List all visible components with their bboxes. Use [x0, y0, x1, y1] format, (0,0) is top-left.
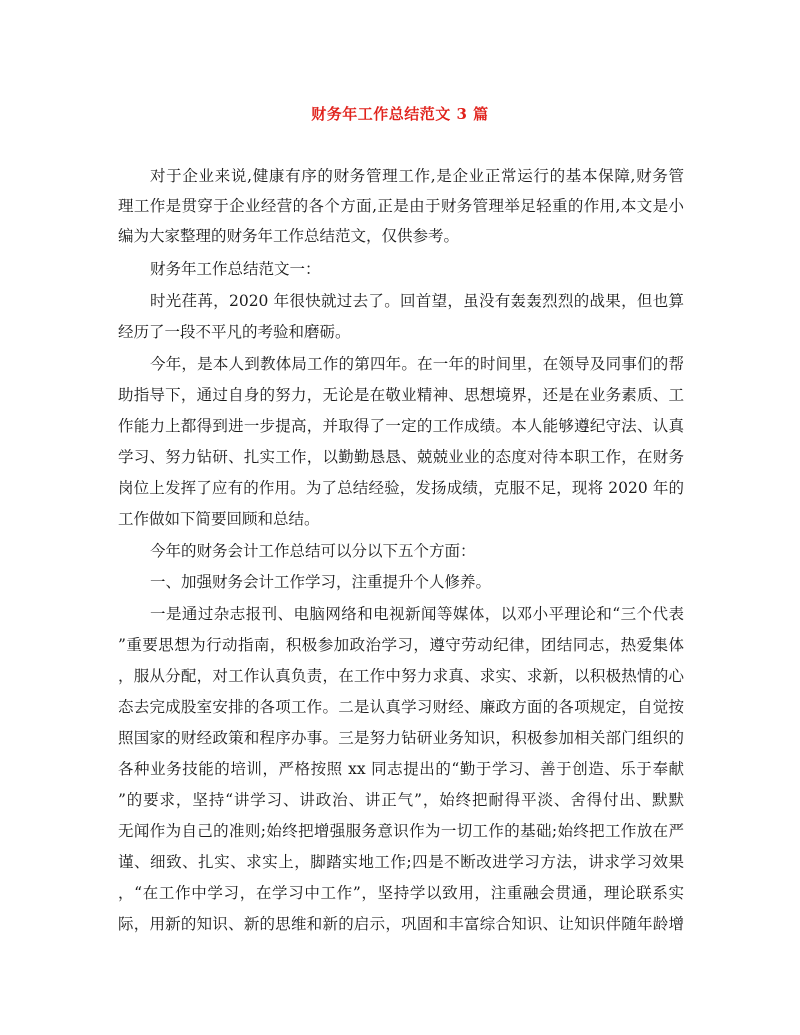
text-line: 理工作是贯穿于企业经营的各个方面,正是由于财务管理举足轻重的作用,本文是小 — [118, 197, 684, 215]
text-line: 各种业务技能的培训，严格按照 xx 同志提出的“勤于学习、善于创造、乐于奉献 — [118, 760, 684, 778]
text-line: 无闻作为自己的准则;始终把增强服务意识作为一切工作的基础;始终把工作放在严 — [118, 822, 684, 840]
text-line: 编为大家整理的财务年工作总结范文，仅供参考。 — [118, 227, 460, 245]
text-line: 对于企业来说,健康有序的财务管理工作,是企业正常运行的基本保障,财务管 — [150, 167, 684, 185]
text-line: 岗位上发挥了应有的作用。为了总结经验，发扬成绩，克服不足，现将 2020 年的 — [118, 479, 684, 497]
text-line: 际，用新的知识、新的思维和新的启示，巩固和丰富综合知识、让知识伴随年龄增 — [118, 915, 684, 933]
text-line: ，“在工作中学习，在学习中工作”，坚持学以致用，注重融会贯通，理论联系实 — [118, 884, 684, 902]
text-line: 谨、细致、扎实、求实上，脚踏实地工作;四是不断改进学习方法，讲求学习效果 — [118, 853, 684, 871]
text-line: 一是通过杂志报刊、电脑网络和电视新闻等媒体，以邓小平理论和“三个代表 — [150, 605, 684, 623]
text-line: 态去完成股室安排的各项工作。二是认真学习财经、廉政方面的各项规定，自觉按 — [118, 698, 684, 716]
text-line: 作能力上都得到进一步提高，并取得了一定的工作成绩。本人能够遵纪守法、认真 — [118, 417, 684, 435]
text-line: 经历了一段不平凡的考验和磨砺。 — [118, 323, 351, 341]
text-line: ”重要思想为行动指南，积极参加政治学习，遵守劳动纪律，团结同志，热爱集体 — [118, 636, 684, 654]
text-line: ，服从分配，对工作认真负责，在工作中努力求真、求实、求新，以积极热情的心 — [118, 667, 684, 685]
text-line: 照国家的财经政策和程序办事。三是努力钻研业务知识，积极参加相关部门组织的 — [118, 729, 684, 747]
text-line: 今年，是本人到教体局工作的第四年。在一年的时间里，在领导及同事们的帮 — [150, 355, 684, 373]
text-line: 助指导下，通过自身的努力，无论是在敬业精神、思想境界，还是在业务素质、工 — [118, 386, 684, 404]
section-heading: 一、加强财务会计工作学习，注重提升个人修养。 — [150, 573, 492, 591]
text-line: ”的要求，坚持“讲学习、讲政治、讲正气”，始终把耐得平淡、舍得付出、默默 — [118, 791, 684, 809]
text-line: 时光荏苒，2020 年很快就过去了。回首望，虽没有轰轰烈烈的战果，但也算 — [150, 292, 684, 310]
document-title: 财务年工作总结范文 3 篇 — [311, 105, 489, 123]
text-line: 今年的财务会计工作总结可以分以下五个方面： — [150, 542, 476, 560]
text-line: 学习、努力钻研、扎实工作，以勤勤恳恳、兢兢业业的态度对待本职工作，在财务 — [118, 448, 684, 466]
section-heading: 财务年工作总结范文一： — [150, 260, 321, 278]
text-line: 工作做如下简要回顾和总结。 — [118, 510, 320, 528]
